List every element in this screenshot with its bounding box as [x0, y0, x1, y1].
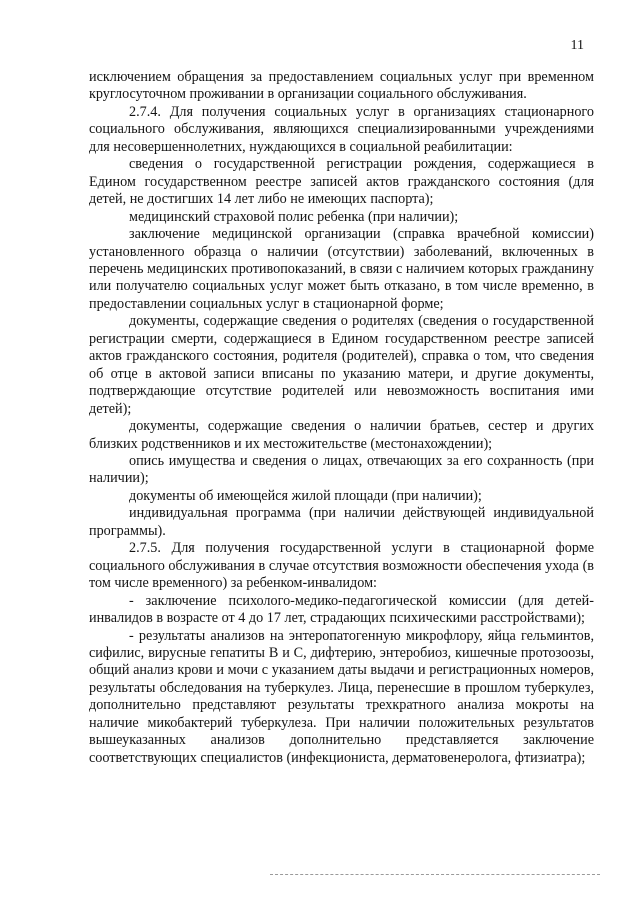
document-body — [89, 69, 594, 767]
list-item: документы, содержащие сведения о родителях (сведения о государственной регистрации смерти, содержащиеся в Едином государственном реестре записей актов гражданского состояния, родителя (родителей), справка о том, что сведения об отце в актовой записи вписаны по указанию матери, и другие документы, подтверждающие отсутствие родителей или невозможность воспитания ими детей); — [89, 313, 594, 417]
list-item: индивидуальная программа (при наличии действующей индивидуальной программы). — [89, 505, 594, 539]
page-number: 11 — [570, 38, 584, 53]
list-item: медицинский страховой полис ребенка (при наличии); — [129, 208, 459, 225]
paragraph: исключением обращения за предоставлением социальных услуг при временном круглосуточном проживании в организации социального обслуживания. — [89, 69, 594, 103]
list-item: - результаты анализов на энтеропатогенную микрофлору, яйца гельминтов, сифилис, вирусные гепатиты В и С, дифтерию, энтеробиоз, кишечные протозоозы, общий анализ крови и мочи с указанием даты выдачи и регистрационных номеров, результаты обследования на туберкулез. Лица, перенесшие в прошлом туберкулез, дополнительно представляют результаты трехкратного анализа мокроты на наличие микобактерий туберкулеза. При наличии положительных результатов вышеуказанных анализов дополнительно представляется заключение соответствующих специалистов (инфекциониста, дерматовенеролога, фтизиатра); — [89, 627, 594, 766]
list-item: документы, содержащие сведения о наличии братьев, сестер и других близких родственников и их местожительстве (местонахождении); — [89, 418, 594, 452]
list-item: - заключение психолого-медико-педагогической комиссии (для детей-инвалидов в возрасте от 4 до 17 лет, страдающих психическими расстройствами); — [89, 592, 594, 627]
list-item: заключение медицинской организации (справка врачебной комиссии) установленного образца о наличии (отсутствии) заболеваний, включенных в перечень медицинских противопоказаний, в связи с наличием которых гражданину или получателю социальных услуг может быть отказано, в том числе временно, в предоставлении социальных услуг в стационарной форме; — [89, 226, 594, 312]
list-item: документы об имеющейся жилой площади (при наличии); — [129, 487, 482, 504]
section-2-7-4-heading: 2.7.4. Для получения социальных услуг в организациях стационарного социального обслуживания, являющихся специализированными учреждениями для несовершеннолетних, нуждающихся в социальной реабилитации: — [89, 103, 594, 155]
list-item: сведения о государственной регистрации рождения, содержащиеся в Едином государственном реестре записей актов гражданского состояния (для детей, не достигших 14 лет либо не имеющих паспорта); — [89, 156, 594, 208]
bottom-edge-rule — [270, 874, 600, 875]
list-item: опись имущества и сведения о лицах, отвечающих за его сохранность (при наличии); — [89, 452, 594, 487]
section-2-7-5-heading: 2.7.5. Для получения государственной услуги в стационарной форме социального обслуживания в случае отсутствия возможности обеспечения ухода (в том числе временного) за ребенком-инвалидом: — [89, 540, 594, 592]
